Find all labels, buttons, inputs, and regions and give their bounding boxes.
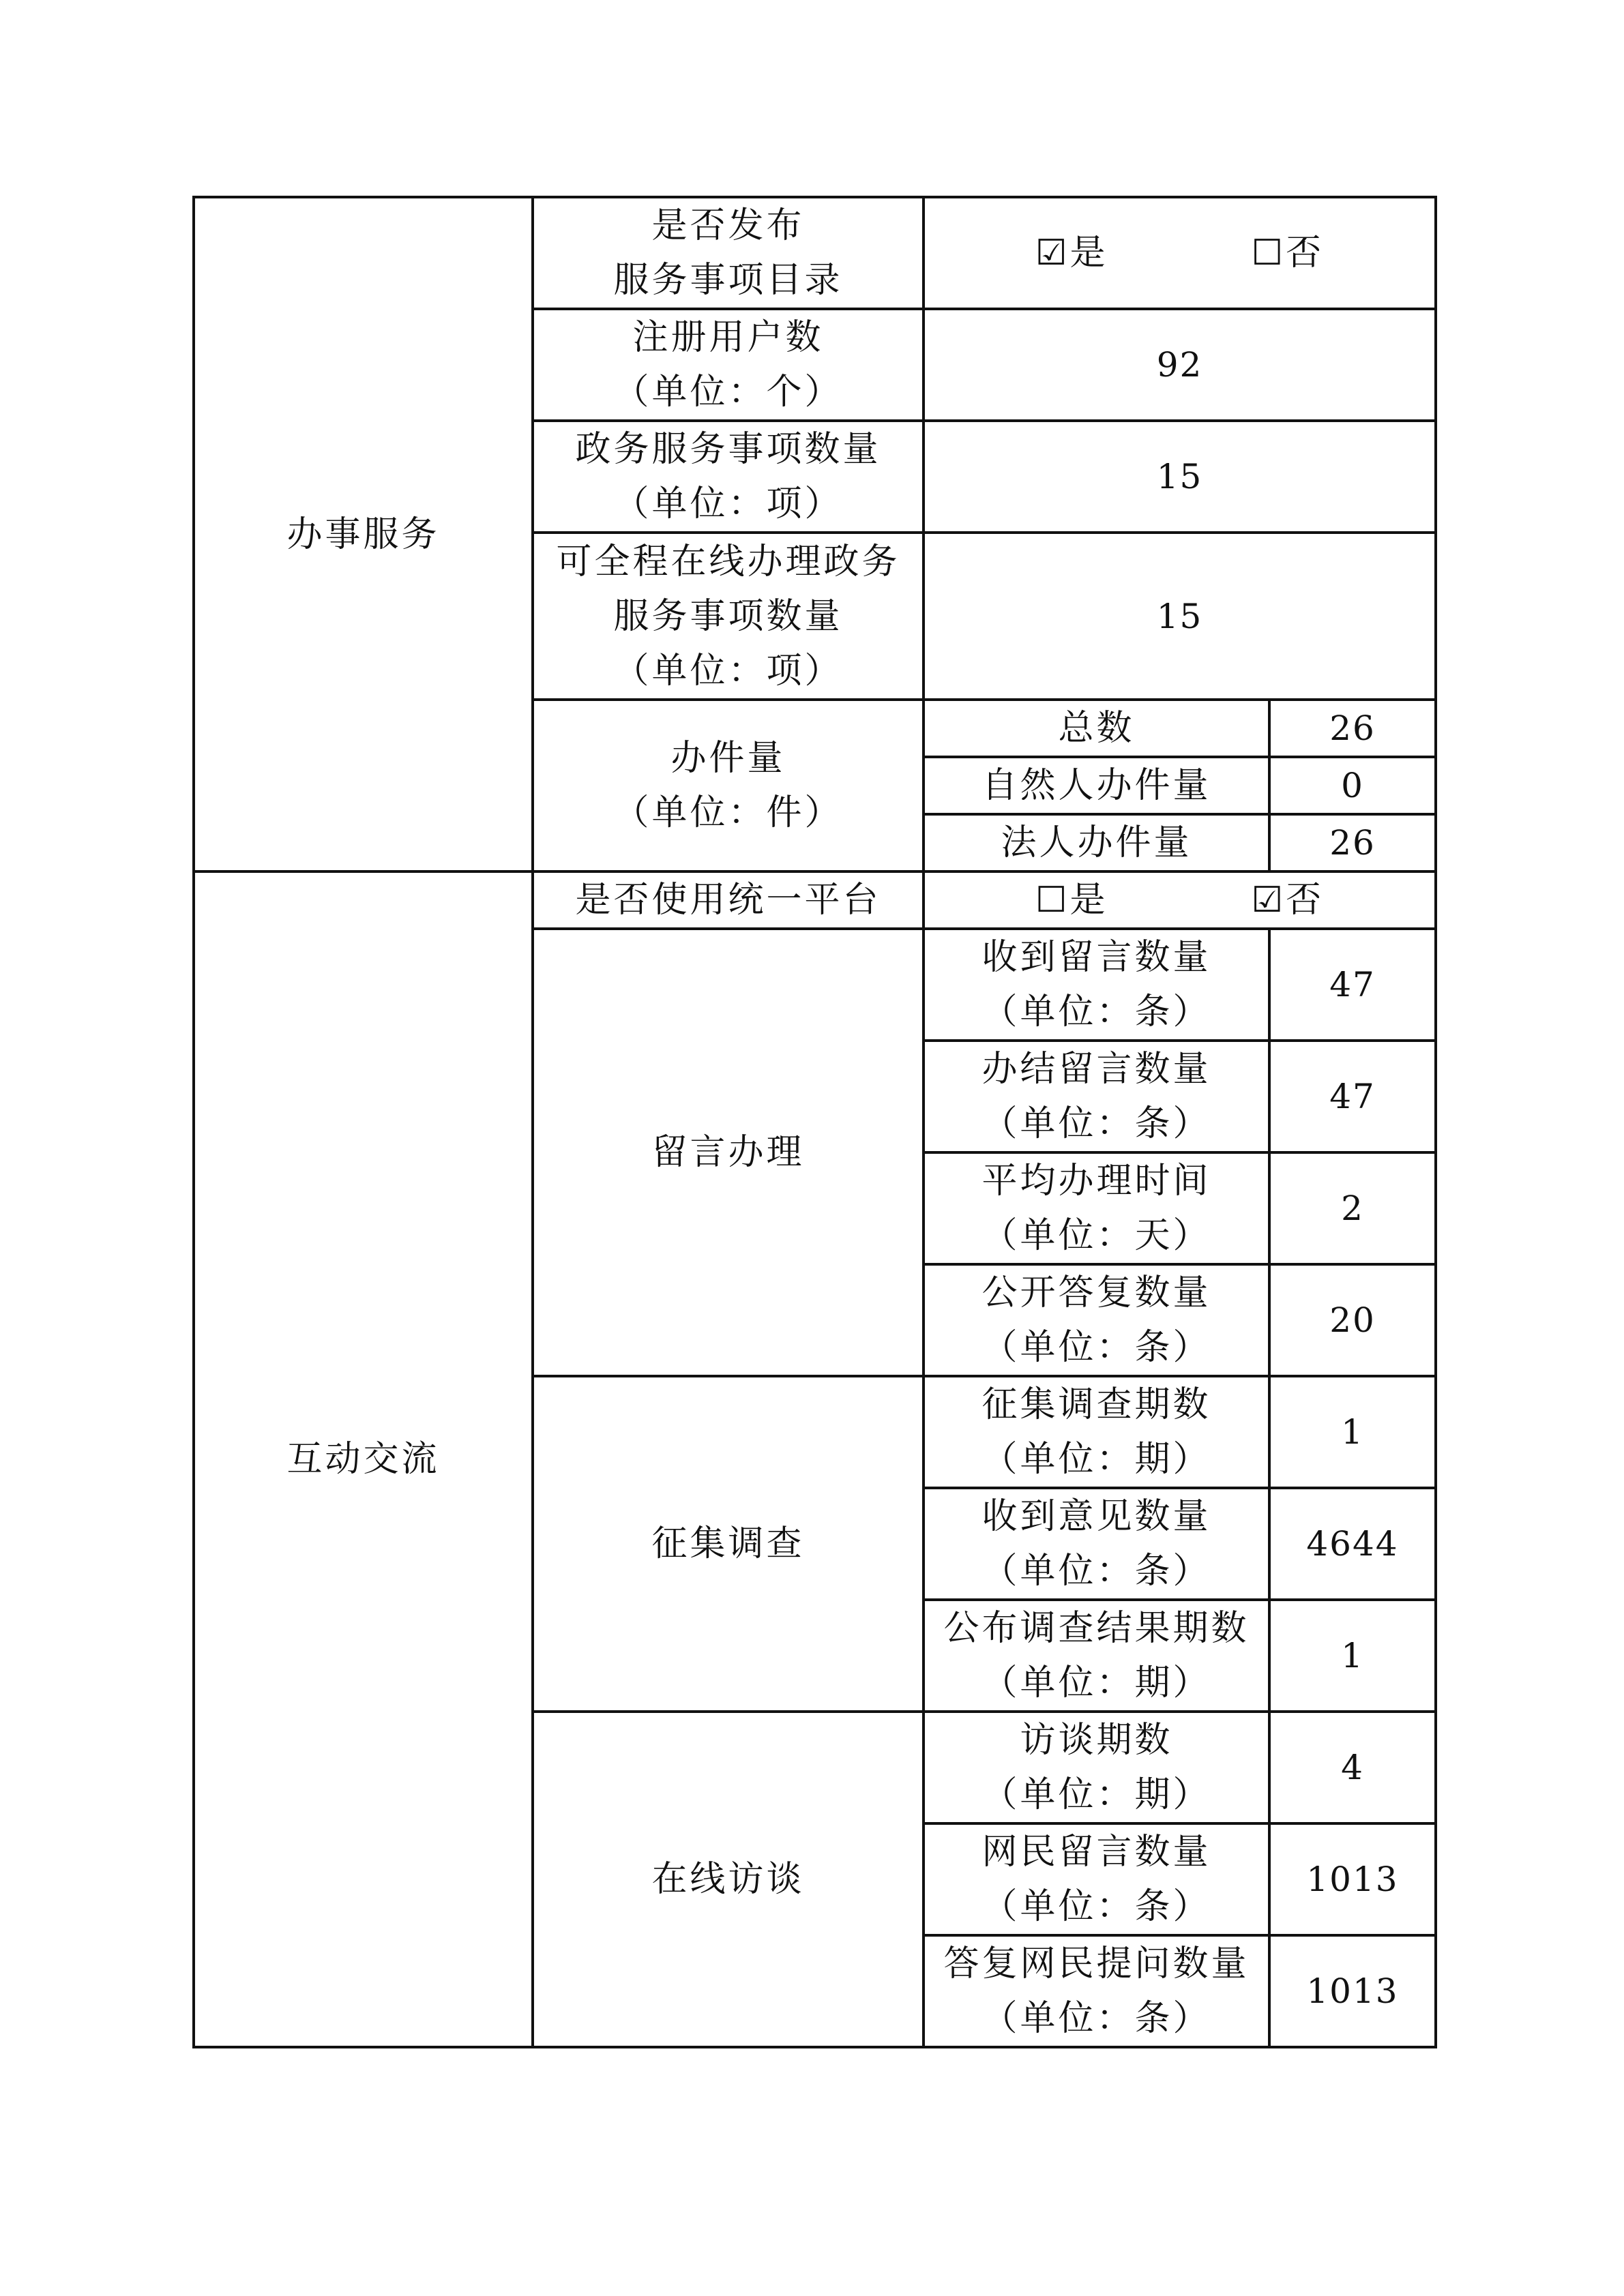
section-interaction: 互动交流 xyxy=(194,871,533,2047)
users-unit: （单位：个） xyxy=(613,372,843,413)
messages-label: 留言办理 xyxy=(533,929,924,1376)
platform-option-no[interactable] xyxy=(1252,873,1325,927)
interview-messages-label xyxy=(924,1823,1269,1935)
survey-label: 征集调查 xyxy=(533,1376,924,1712)
platform-label: 是否使用统一平台 xyxy=(533,871,924,929)
catalog-option-no[interactable] xyxy=(1252,226,1325,280)
row-unit: （单位：条） xyxy=(981,1327,1211,1368)
items-label xyxy=(533,421,924,533)
online-label xyxy=(533,533,924,700)
row-label-text: 收到留言数量 xyxy=(981,937,1211,978)
row-label-text: 访谈期数 xyxy=(1020,1720,1173,1761)
catalog-label xyxy=(533,197,924,309)
cases-natural-label: 自然人办件量 xyxy=(924,757,1269,814)
platform-options xyxy=(924,871,1436,929)
messages-closed-label xyxy=(924,1041,1269,1152)
cases-total-value: 26 xyxy=(1269,700,1436,757)
interview-periods-value: 4 xyxy=(1269,1712,1436,1823)
online-value: 15 xyxy=(924,533,1436,700)
row-label-text: 办结留言数量 xyxy=(981,1049,1211,1090)
row-unit: （单位：条） xyxy=(981,1551,1211,1592)
cases-legal-label: 法人办件量 xyxy=(924,814,1269,871)
catalog-yes-label: 是 xyxy=(1069,233,1108,273)
row-unit: （单位：条） xyxy=(981,1103,1211,1144)
cases-total-label: 总数 xyxy=(924,700,1269,757)
users-value: 92 xyxy=(924,309,1436,421)
platform-yes-label: 是 xyxy=(1069,880,1108,921)
row-label-text: 公开答复数量 xyxy=(981,1272,1211,1313)
row-unit: （单位：天） xyxy=(981,1215,1211,1256)
catalog-label-line2: 服务事项目录 xyxy=(613,260,843,301)
catalog-options xyxy=(924,197,1436,309)
cases-unit: （单位：件） xyxy=(613,792,843,833)
interview-messages-value: 1013 xyxy=(1269,1823,1436,1935)
survey-results-value: 1 xyxy=(1269,1600,1436,1712)
row-label-text: 平均办理时间 xyxy=(981,1161,1211,1202)
row-label-text: 收到意见数量 xyxy=(981,1496,1211,1537)
messages-received-label xyxy=(924,929,1269,1041)
catalog-no-label: 否 xyxy=(1286,233,1325,273)
section-service: 办事服务 xyxy=(194,197,533,871)
row-unit: （单位：期） xyxy=(981,1439,1211,1480)
cases-legal-value: 26 xyxy=(1269,814,1436,871)
messages-avg-time-label xyxy=(924,1152,1269,1264)
row-label-text: 公布调查结果期数 xyxy=(943,1608,1250,1649)
cases-natural-value: 0 xyxy=(1269,757,1436,814)
survey-results-label xyxy=(924,1600,1269,1712)
messages-public-reply-value: 20 xyxy=(1269,1264,1436,1376)
items-label-text: 政务服务事项数量 xyxy=(575,429,881,470)
checked-box-icon: ☑ xyxy=(1035,233,1070,273)
messages-received-value: 47 xyxy=(1269,929,1436,1041)
messages-public-reply-label xyxy=(924,1264,1269,1376)
platform-option-yes[interactable] xyxy=(1035,873,1108,927)
statistics-table xyxy=(192,196,1437,2048)
interview-replies-value: 1013 xyxy=(1269,1935,1436,2047)
messages-closed-value: 47 xyxy=(1269,1041,1436,1152)
row-unit: （单位：条） xyxy=(981,1998,1211,2039)
row-label-text: 网民留言数量 xyxy=(981,1832,1211,1873)
row-unit: （单位：期） xyxy=(981,1663,1211,1703)
interview-label: 在线访谈 xyxy=(533,1712,924,2047)
survey-periods-label xyxy=(924,1376,1269,1488)
unchecked-box-icon: ☐ xyxy=(1035,880,1070,921)
checked-box-icon: ☑ xyxy=(1251,880,1286,921)
catalog-option-yes[interactable] xyxy=(1035,226,1108,280)
messages-avg-time-value: 2 xyxy=(1269,1152,1436,1264)
row-unit: （单位：条） xyxy=(981,992,1211,1032)
items-unit: （单位：项） xyxy=(613,483,843,524)
users-label xyxy=(533,309,924,421)
unchecked-box-icon: ☐ xyxy=(1251,233,1286,273)
items-value: 15 xyxy=(924,421,1436,533)
online-unit: （单位：项） xyxy=(613,650,843,691)
cases-label-text: 办件量 xyxy=(670,738,786,779)
survey-opinions-value: 4644 xyxy=(1269,1488,1436,1600)
row-unit: （单位：条） xyxy=(981,1886,1211,1927)
cases-label xyxy=(533,700,924,871)
row-label-text: 征集调查期数 xyxy=(981,1384,1211,1425)
catalog-label-line1: 是否发布 xyxy=(651,205,805,246)
online-label-line2: 服务事项数量 xyxy=(613,595,843,637)
row-label-text: 答复网民提问数量 xyxy=(943,1943,1250,1984)
online-label-line1: 可全程在线办理政务 xyxy=(556,541,900,582)
interview-replies-label xyxy=(924,1935,1269,2047)
interview-periods-label xyxy=(924,1712,1269,1823)
row-unit: （单位：期） xyxy=(981,1774,1211,1815)
platform-no-label: 否 xyxy=(1286,880,1325,921)
survey-opinions-label xyxy=(924,1488,1269,1600)
users-label-text: 注册用户数 xyxy=(632,317,824,358)
survey-periods-value: 1 xyxy=(1269,1376,1436,1488)
